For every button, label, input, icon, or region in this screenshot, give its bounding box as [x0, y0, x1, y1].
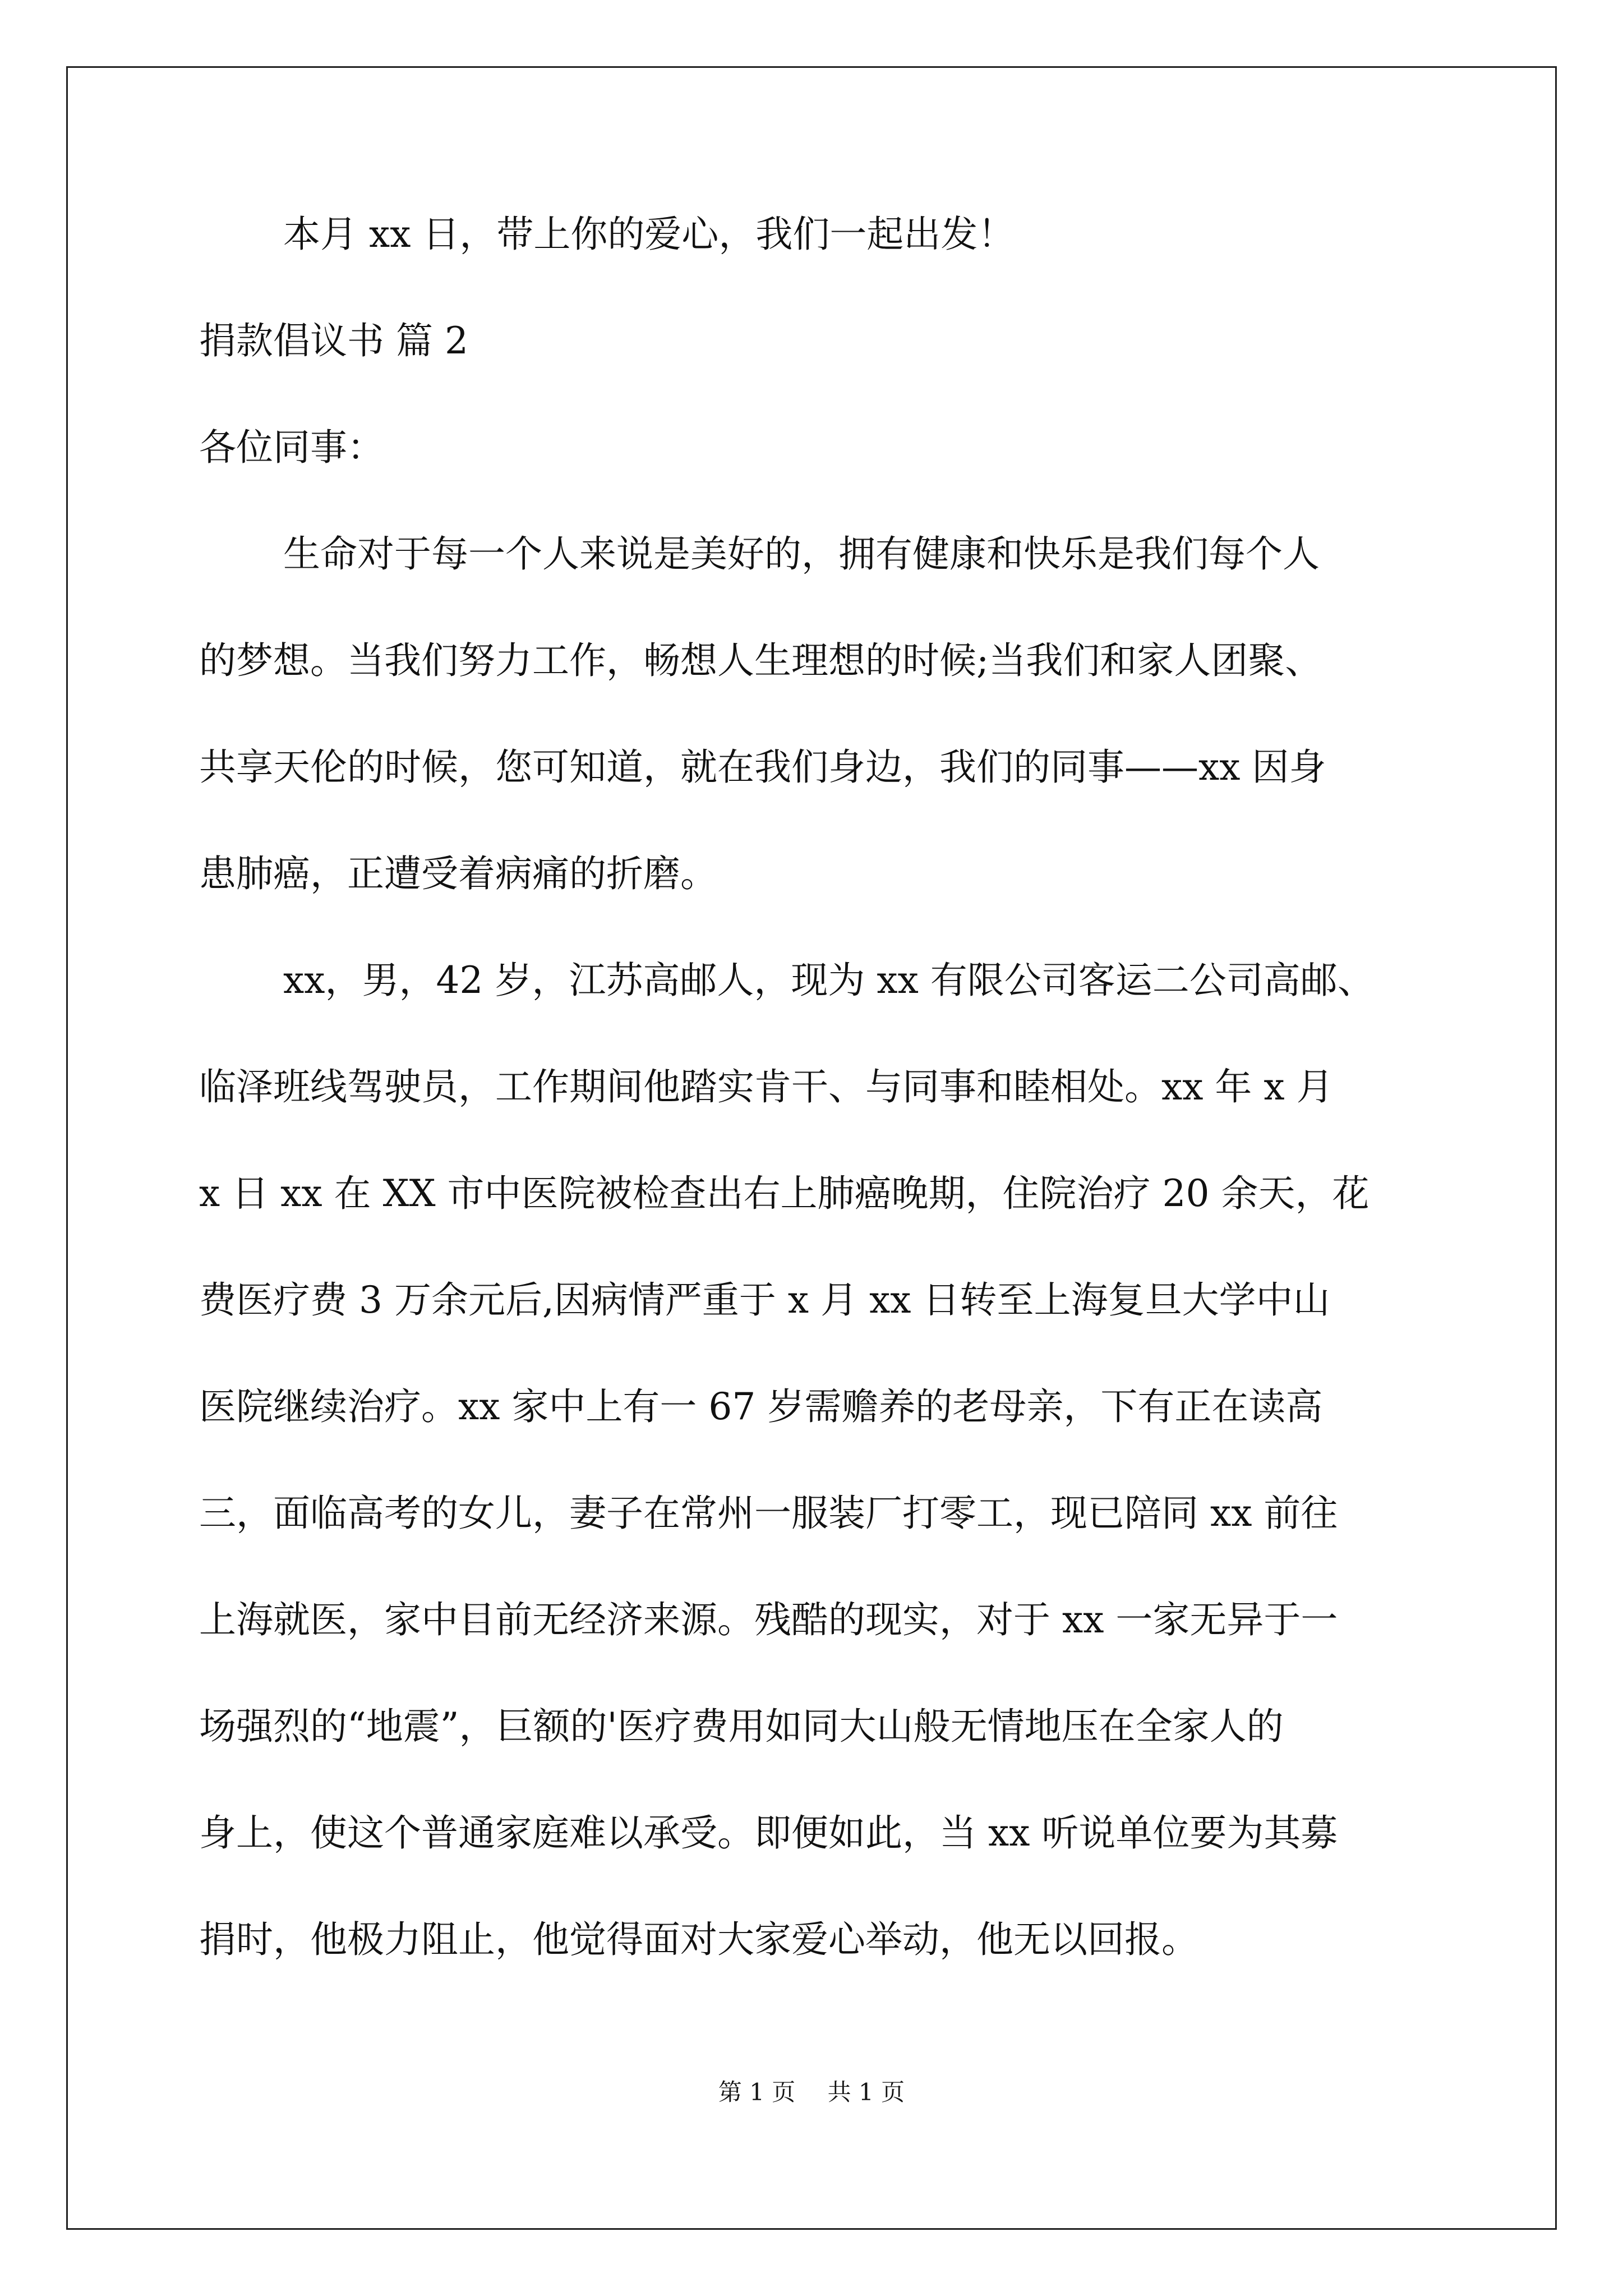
text-line: 场强烈的“地震”，巨额的'医疗费用如同大山般无情地压在全家人的 [199, 1705, 1284, 1748]
text-line: 上海就医，家中目前无经济来源。残酷的现实，对于 xx 一家无异于一 [199, 1598, 1338, 1641]
text-line: 临泽班线驾驶员，工作期间他踏实肯干、与同事和睦相处。xx 年 x 月 [199, 1065, 1334, 1108]
text-line: 本月 xx 日，带上你的爱心，我们一起出发！ [283, 213, 1015, 256]
text-line: 身上，使这个普通家庭难以承受。即便如此，当 xx 听说单位要为其募 [199, 1811, 1338, 1855]
section-heading [199, 314, 1450, 367]
text-line: 费医疗费 3 万余元后,因病情严重于 x 月 xx 日转至上海复旦大学中山 [199, 1278, 1330, 1322]
page-total: 共 1 页 [827, 2078, 905, 2106]
text-line: 三，面临高考的女儿，妻子在常州一服装厂打零工，现已陪同 xx 前往 [199, 1492, 1338, 1535]
text-line: 捐时，他极力阻止，他觉得面对大家爱心举动，他无以回报。 [199, 1918, 1198, 1961]
page-number: 第 1 页 [718, 2078, 796, 2106]
paragraph-details [199, 954, 1450, 1966]
text-line: xx，男，42 岁，江苏高邮人，现为 xx 有限公司客运二公司高邮、 [283, 959, 1375, 1002]
paragraph-closing-line [199, 208, 1450, 261]
document-body [199, 208, 1450, 2019]
text-line: 生命对于每一个人来说是美好的，拥有健康和快乐是我们每个人 [283, 532, 1320, 576]
text-line: 患肺癌，正遭受着病痛的折磨。 [199, 852, 717, 895]
paragraph-intro [199, 527, 1450, 900]
text-line: 共享天伦的时候，您可知道，就在我们身边，我们的同事——xx 因身 [199, 746, 1326, 789]
heading-text: 捐款倡议书 篇 2 [199, 319, 468, 362]
salutation [199, 421, 1450, 474]
text-line: 医院继续治疗。xx 家中上有一 67 岁需赡养的老母亲，下有正在读高 [199, 1385, 1323, 1428]
text-line: x 日 xx 在 XX 市中医院被检查出右上肺癌晚期，住院治疗 20 余天，花 [199, 1172, 1370, 1215]
text-line: 的梦想。当我们努力工作，畅想人生理想的时候;当我们和家人团聚、 [199, 639, 1322, 682]
page-footer [0, 2076, 1623, 2109]
salutation-text: 各位同事： [199, 426, 384, 469]
